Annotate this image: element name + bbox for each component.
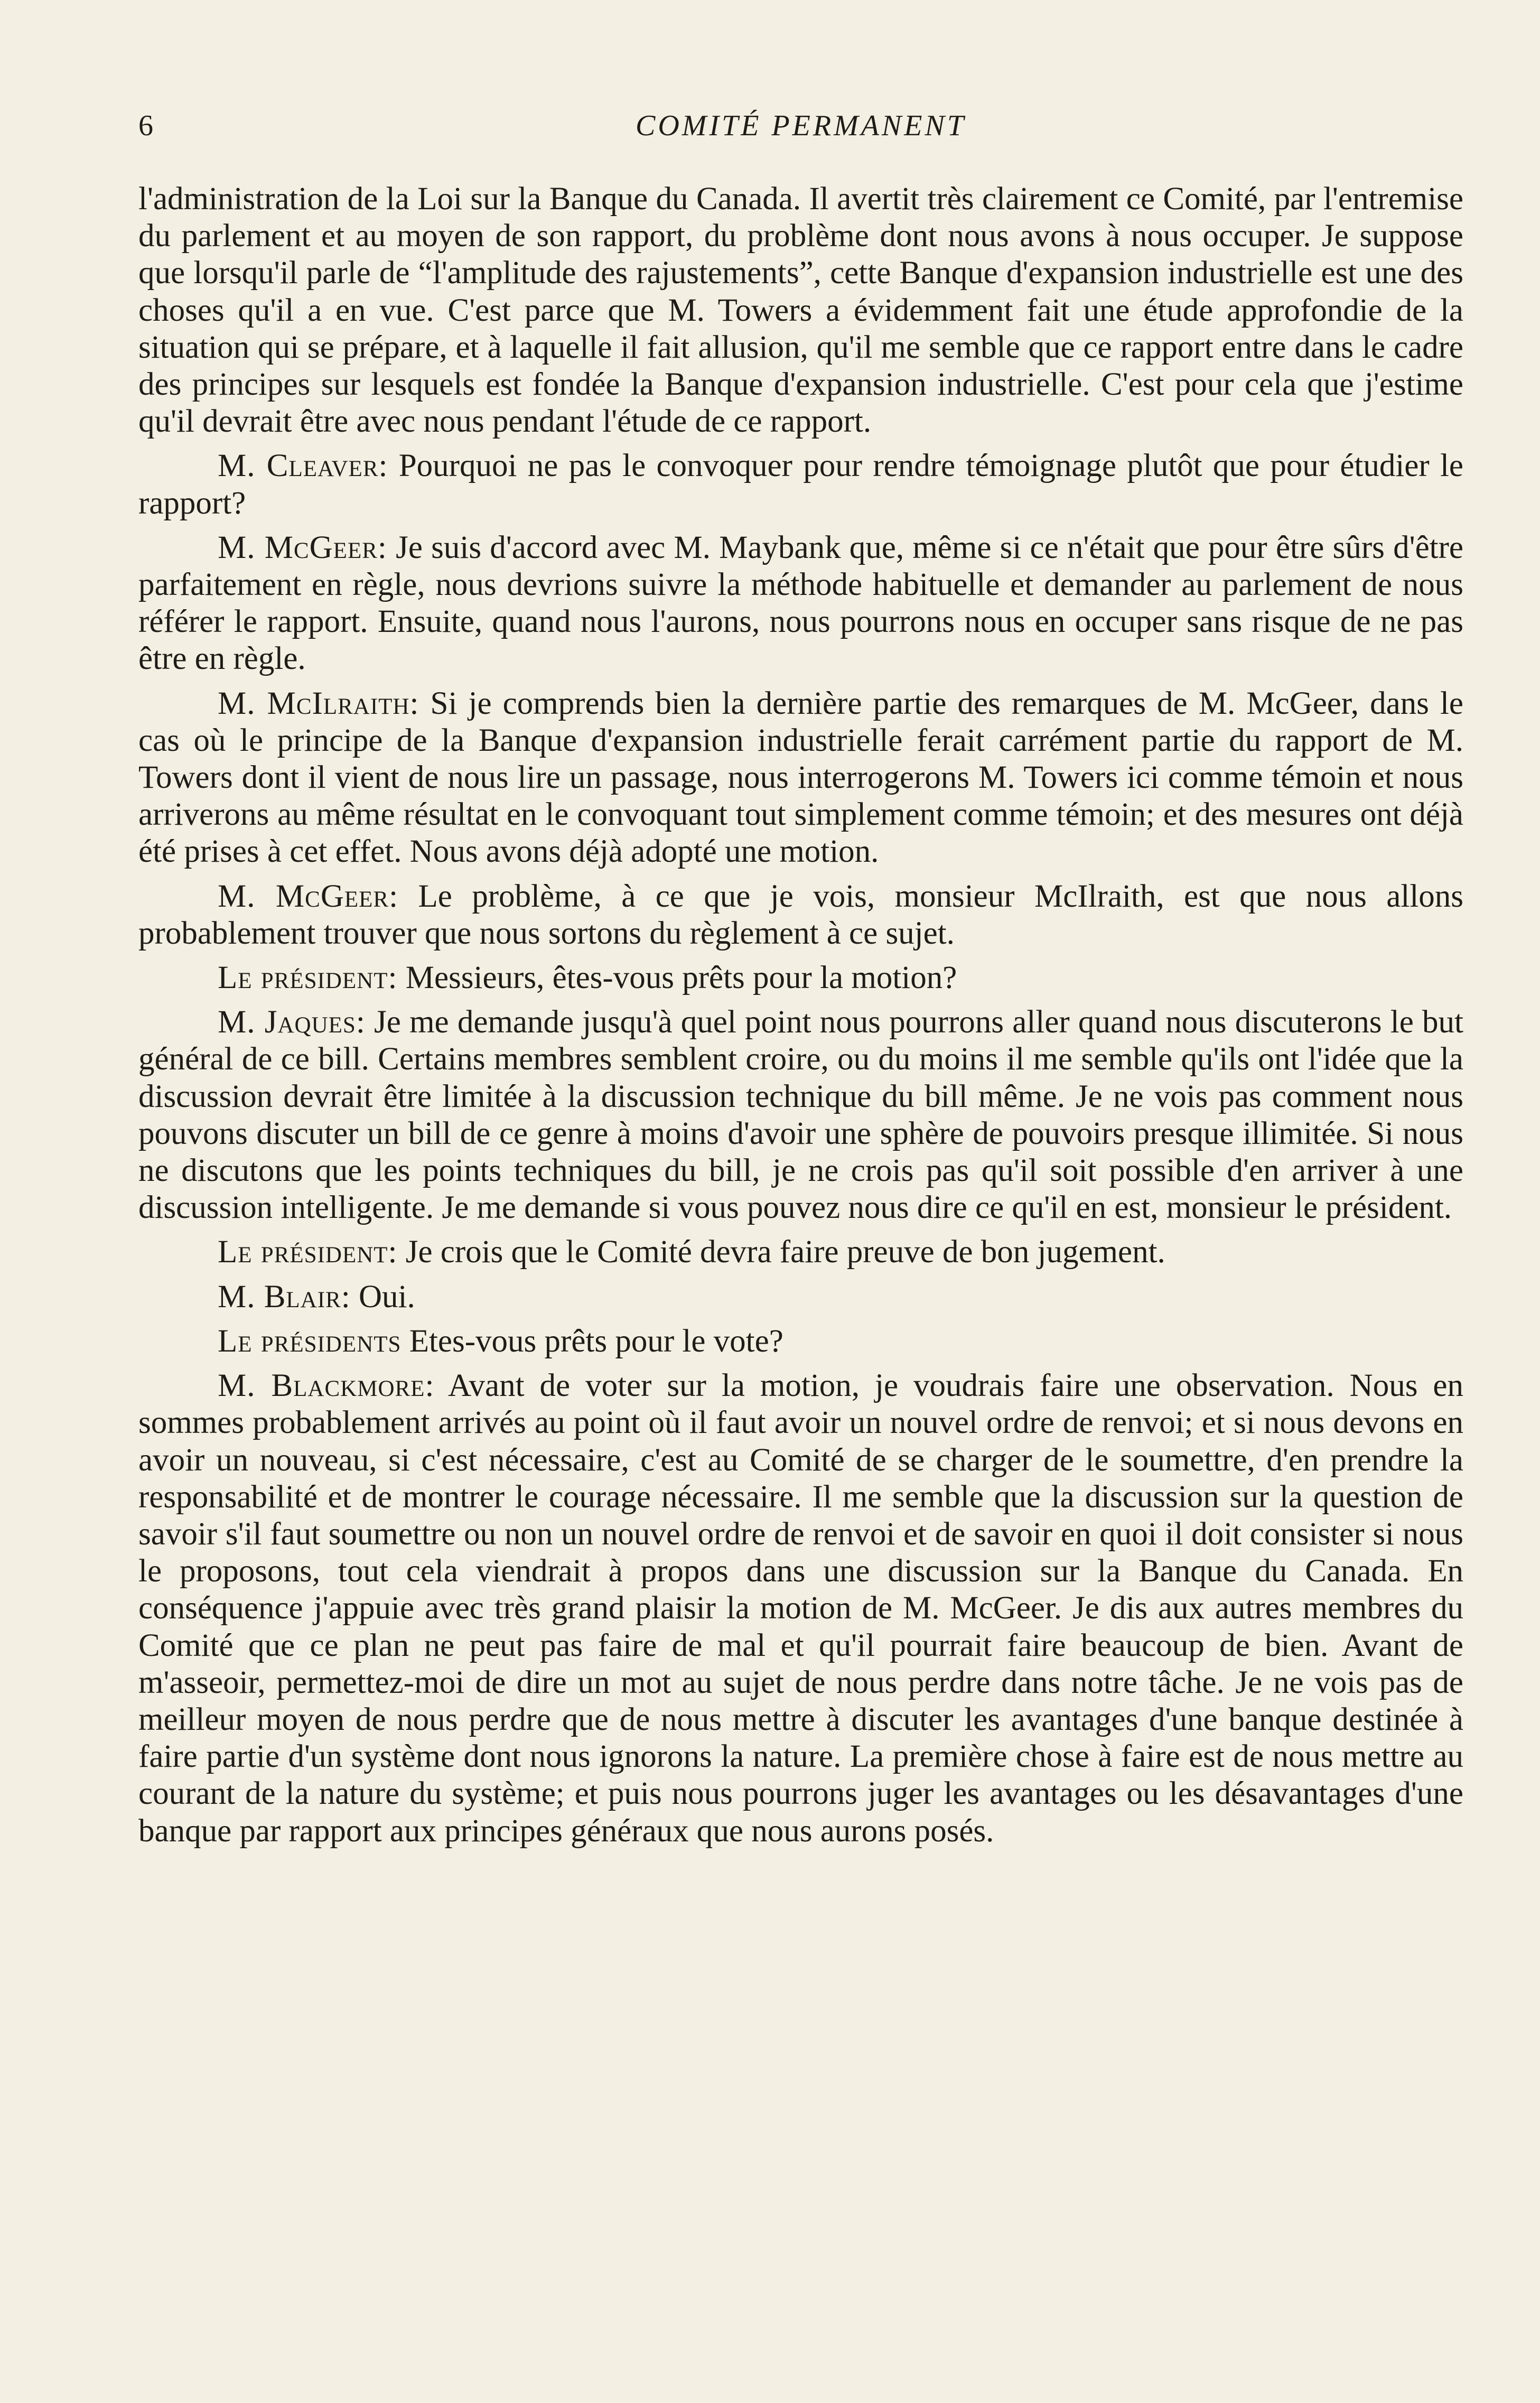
speaker-label: M. Cleaver: [218,448,388,484]
page-number: 6 [138,109,153,142]
speech-text: Oui. [358,1279,415,1315]
speaker-label: M. McGeer: [218,529,387,565]
speech-paragraph [138,1367,1463,1850]
speech-text: Pourquoi ne pas le convoquer pour rendre témoignage plutôt que pour étudier le rapport? [138,448,1463,521]
speaker-label: M. McGeer: [218,878,399,914]
speech-text: Je me demande jusqu'à quel point nous pourrons aller quand nous discuterons le but général de ce bill. Certains membres semblent croire, ou du moins il me semble qu'ils ont l'idée que la discussion devrait être limitée à la discussion technique du bill même. Je ne vois pas comment nous pouvons discuter un bill de ce genre à moins d'avoir une sphère de pouvoirs presque illimitée. Si nous ne discutons que les points techniques du bill, je ne crois pas qu'il soit possible d'en arriver à une discussion intelligente. Je me demande si vous pouvez nous dire ce qu'il en est, monsieur le président. [138,1004,1463,1226]
running-title: COMITÉ PERMANENT [636,109,966,142]
speaker-label: M. Blackmore: [218,1368,435,1404]
speaker-label: M. Blair: [218,1279,351,1315]
speech-text: Messieurs, êtes-vous prêts pour la motion? [405,960,957,996]
speaker-label: M. Jaques: [218,1004,366,1040]
speaker-label: Le président: [218,960,398,996]
speech-paragraph [138,448,1463,521]
speech-paragraph [138,1234,1463,1271]
speaker-label: M. McIlraith: [218,685,419,721]
speech-paragraph [138,1323,1463,1360]
speech-paragraph [138,685,1463,871]
speech-text: Je crois que le Comité devra faire preuve de bon jugement. [405,1234,1165,1270]
speech-text: Le problème, à ce que je vois, monsieur McIlraith, est que nous allons probablement trouver que nous sortons du règlement à ce sujet. [138,878,1464,951]
speech-text: Je suis d'accord avec M. Maybank que, même si ce n'était que pour être sûrs d'être parfaitement en règle, nous devrions suivre la méthode habituelle et demander au parlement de nous référer le rapport. Ensuite, quand nous l'aurons, nous pourrons nous en occuper sans risque de ne pas être en règle. [138,529,1464,677]
speech-paragraph [138,529,1463,678]
body-text [138,181,1463,1857]
speaker-label: Le président: [218,1234,398,1270]
paragraph-text: l'administration de la Loi sur la Banque du Canada. Il avertit très clairement ce Comité, par l'entremise du parlement et au moyen de son rapport, du problème dont nous avons à nous occuper. Je suppose que lorsqu'il parle de “l'amplitude des rajustements”, cette Banque d'expansion industrielle est une des choses qu'il a en vue. C'est parce que M. Towers a évidemment fait une étude approfondie de la situation qui se prépare, et à laquelle il fait allusion, qu'il me semble que ce rapport entre dans le cadre des principes sur lesquels est fondée la Banque d'expansion industrielle. C'est pour cela que j'estime qu'il devrait être avec nous pendant l'étude de ce rapport. [138,181,1463,440]
speech-paragraph [138,1004,1463,1226]
speech-paragraph [138,878,1463,952]
speech-text: Etes-vous prêts pour le vote? [409,1323,783,1359]
speaker-label: Le présidents [218,1323,402,1359]
page-header [138,105,1463,147]
speech-paragraph [138,960,1463,996]
speech-text: Avant de voter sur la motion, je voudrais faire une observation. Nous en sommes probablement arrivés au point où il faut avoir un nouvel ordre de renvoi; et si nous devons en avoir un nouveau, si c'est nécessaire, c'est au Comité de se charger de le soumettre, d'en prendre la responsabilité et de montrer le courage nécessaire. Il me semble que la discussion sur la question de savoir s'il faut soumettre ou non un nouvel ordre de renvoi et de savoir en quoi il doit consister si nous le proposons, tout cela viendrait à propos dans une discussion sur la Banque du Canada. En conséquence j'appuie avec très grand plaisir la motion de M. McGeer. Je dis aux autres membres du Comité que ce plan ne peut pas faire de mal et qu'il pourrait faire beaucoup de bien. Avant de m'asseoir, permettez-moi de dire un mot au sujet de nous perdre dans notre tâche. Je ne vois pas de meilleur moyen de nous perdre que de nous mettre à discuter les avantages d'une banque destinée à faire partie d'un système dont nous ignorons la nature. La première chose à faire est de nous mettre au courant de la nature du système; et puis nous pourrons juger les avantages ou les désavantages d'une banque par rapport aux principes généraux que nous aurons posés. [138,1368,1463,1849]
speech-paragraph [138,1279,1463,1316]
paragraph [138,181,1463,440]
speech-text: Si je comprends bien la dernière partie des remarques de M. McGeer, dans le cas où le principe de la Banque d'expansion industrielle ferait carrément partie du rapport de M. Towers dont il vient de nous lire un passage, nous interrogerons M. Towers ici comme témoin et nous arriverons au même résultat en le convoquant tout simplement comme témoin; et des mesures ont déjà été prises à cet effet. Nous avons déjà adopté une motion. [138,685,1464,870]
